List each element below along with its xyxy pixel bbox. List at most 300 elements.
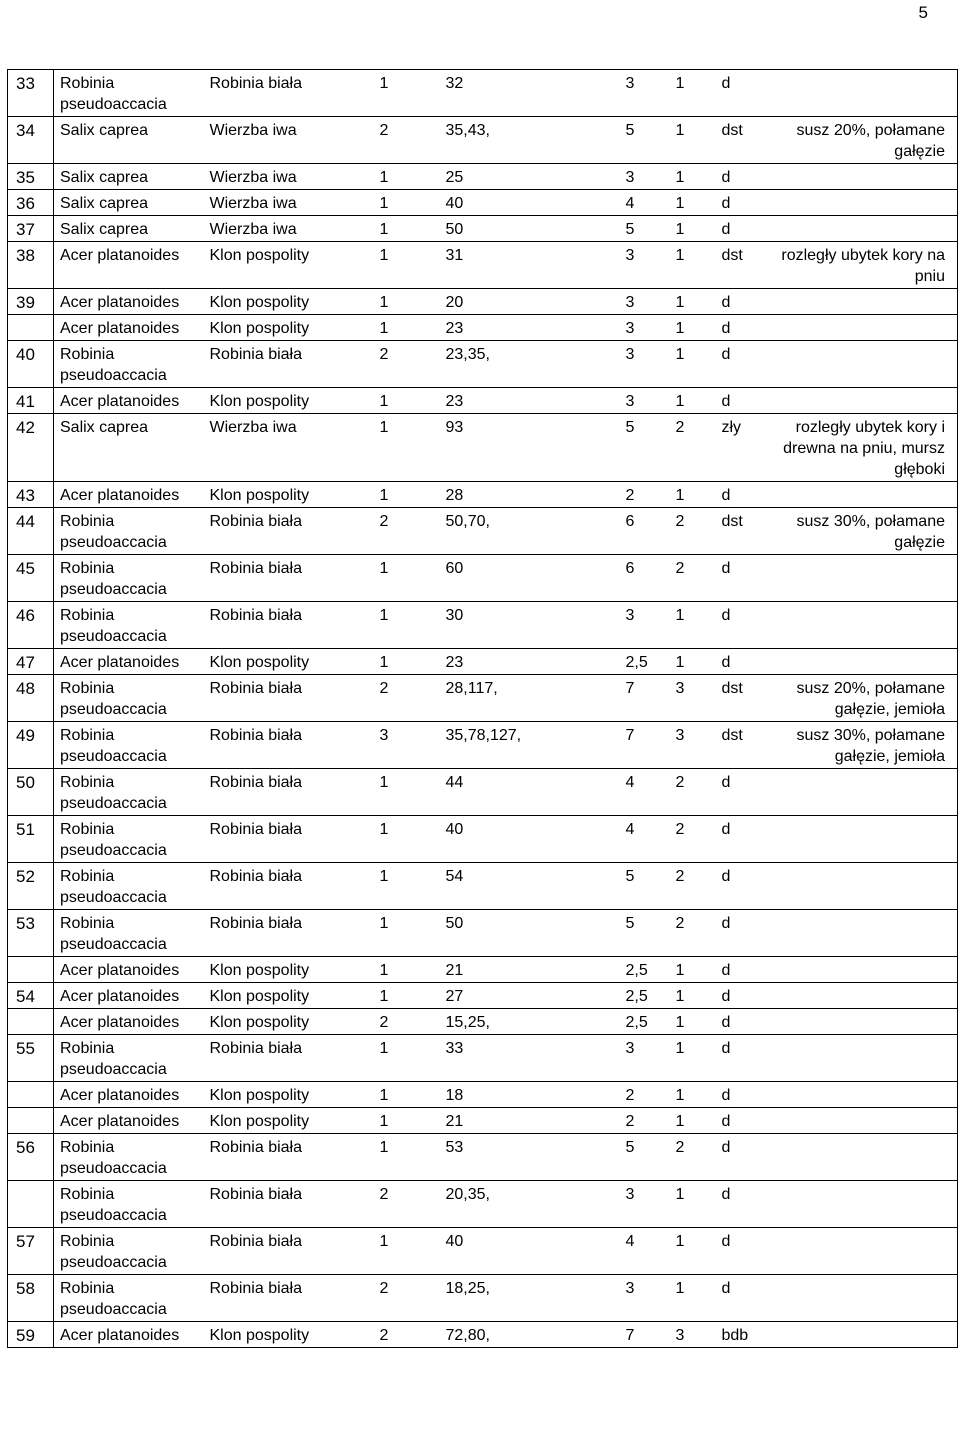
remarks [773, 341, 958, 388]
tree-number: 59 [8, 1322, 54, 1348]
polish-name: Robinia biała [204, 722, 374, 769]
crown-value: 1 [670, 70, 716, 117]
crown-value: 2 [670, 769, 716, 816]
stem-count: 1 [374, 388, 440, 414]
remarks [773, 602, 958, 649]
height-value: 2 [620, 1108, 670, 1134]
table-row [8, 70, 958, 117]
table-row [8, 190, 958, 216]
trunk-circumference: 21 [440, 957, 620, 983]
tree-number [8, 1009, 54, 1035]
latin-name: Robinia pseudoaccacia [54, 1275, 204, 1322]
crown-value: 1 [670, 983, 716, 1009]
table-row [8, 1134, 958, 1181]
height-value: 3 [620, 315, 670, 341]
table-row [8, 242, 958, 289]
health-state: d [716, 164, 773, 190]
height-value: 3 [620, 341, 670, 388]
stem-count: 1 [374, 555, 440, 602]
height-value: 3 [620, 242, 670, 289]
health-state: d [716, 388, 773, 414]
trunk-circumference: 40 [440, 190, 620, 216]
latin-name: Acer platanoides [54, 649, 204, 675]
health-state: d [716, 1275, 773, 1322]
polish-name: Klon pospolity [204, 388, 374, 414]
trunk-circumference: 28 [440, 482, 620, 508]
health-state: d [716, 957, 773, 983]
tree-number: 55 [8, 1035, 54, 1082]
stem-count: 2 [374, 1275, 440, 1322]
remarks: rozległy ubytek kory i drewna na pniu, mursz głęboki [773, 414, 958, 482]
remarks: susz 30%, połamane gałęzie, jemioła [773, 722, 958, 769]
trunk-circumference: 40 [440, 816, 620, 863]
tree-number: 56 [8, 1134, 54, 1181]
remarks [773, 1228, 958, 1275]
height-value: 3 [620, 70, 670, 117]
tree-number [8, 1181, 54, 1228]
trunk-circumference: 35,78,127, [440, 722, 620, 769]
tree-number [8, 1082, 54, 1108]
tree-number [8, 957, 54, 983]
remarks [773, 164, 958, 190]
trunk-circumference: 23 [440, 388, 620, 414]
table-row [8, 117, 958, 164]
height-value: 4 [620, 769, 670, 816]
stem-count: 1 [374, 482, 440, 508]
height-value: 5 [620, 910, 670, 957]
table-row [8, 388, 958, 414]
height-value: 5 [620, 414, 670, 482]
trunk-circumference: 18 [440, 1082, 620, 1108]
crown-value: 1 [670, 649, 716, 675]
table-row [8, 1181, 958, 1228]
health-state: d [716, 983, 773, 1009]
height-value: 6 [620, 508, 670, 555]
latin-name: Robinia pseudoaccacia [54, 816, 204, 863]
trunk-circumference: 33 [440, 1035, 620, 1082]
remarks [773, 1322, 958, 1348]
trunk-circumference: 31 [440, 242, 620, 289]
crown-value: 1 [670, 1082, 716, 1108]
polish-name: Robinia biała [204, 341, 374, 388]
latin-name: Robinia pseudoaccacia [54, 675, 204, 722]
crown-value: 1 [670, 1275, 716, 1322]
tree-number: 51 [8, 816, 54, 863]
polish-name: Robinia biała [204, 769, 374, 816]
health-state: d [716, 216, 773, 242]
trunk-circumference: 21 [440, 1108, 620, 1134]
health-state: bdb [716, 1322, 773, 1348]
height-value: 4 [620, 190, 670, 216]
remarks [773, 1035, 958, 1082]
remarks [773, 388, 958, 414]
table-row [8, 1035, 958, 1082]
latin-name: Robinia pseudoaccacia [54, 1181, 204, 1228]
health-state: d [716, 602, 773, 649]
table-row [8, 816, 958, 863]
health-state: d [716, 769, 773, 816]
stem-count: 1 [374, 315, 440, 341]
polish-name: Robinia biała [204, 910, 374, 957]
height-value: 3 [620, 164, 670, 190]
latin-name: Robinia pseudoaccacia [54, 863, 204, 910]
stem-count: 1 [374, 1134, 440, 1181]
latin-name: Robinia pseudoaccacia [54, 1035, 204, 1082]
latin-name: Acer platanoides [54, 242, 204, 289]
trunk-circumference: 44 [440, 769, 620, 816]
polish-name: Klon pospolity [204, 242, 374, 289]
table-row [8, 957, 958, 983]
trunk-circumference: 40 [440, 1228, 620, 1275]
table-row [8, 1275, 958, 1322]
table-row [8, 508, 958, 555]
latin-name: Salix caprea [54, 216, 204, 242]
polish-name: Robinia biała [204, 1275, 374, 1322]
latin-name: Acer platanoides [54, 289, 204, 315]
latin-name: Acer platanoides [54, 1009, 204, 1035]
health-state: d [716, 910, 773, 957]
remarks [773, 1181, 958, 1228]
crown-value: 1 [670, 602, 716, 649]
stem-count: 2 [374, 508, 440, 555]
tree-number: 36 [8, 190, 54, 216]
stem-count: 1 [374, 769, 440, 816]
table-row [8, 1322, 958, 1348]
health-state: d [716, 70, 773, 117]
polish-name: Robinia biała [204, 508, 374, 555]
latin-name: Robinia pseudoaccacia [54, 555, 204, 602]
tree-number [8, 1108, 54, 1134]
health-state: d [716, 341, 773, 388]
table-row [8, 341, 958, 388]
polish-name: Robinia biała [204, 675, 374, 722]
health-state: d [716, 1035, 773, 1082]
height-value: 3 [620, 1181, 670, 1228]
polish-name: Robinia biała [204, 602, 374, 649]
stem-count: 1 [374, 983, 440, 1009]
height-value: 3 [620, 602, 670, 649]
table-row [8, 289, 958, 315]
latin-name: Salix caprea [54, 117, 204, 164]
polish-name: Robinia biała [204, 863, 374, 910]
height-value: 4 [620, 816, 670, 863]
stem-count: 1 [374, 957, 440, 983]
latin-name: Acer platanoides [54, 315, 204, 341]
stem-count: 1 [374, 1082, 440, 1108]
height-value: 7 [620, 722, 670, 769]
stem-count: 2 [374, 1181, 440, 1228]
remarks [773, 649, 958, 675]
polish-name: Klon pospolity [204, 289, 374, 315]
height-value: 5 [620, 863, 670, 910]
tree-number: 57 [8, 1228, 54, 1275]
polish-name: Robinia biała [204, 70, 374, 117]
tree-number: 52 [8, 863, 54, 910]
crown-value: 3 [670, 1322, 716, 1348]
remarks: susz 20%, połamane gałęzie, jemioła [773, 675, 958, 722]
trunk-circumference: 35,43, [440, 117, 620, 164]
latin-name: Acer platanoides [54, 388, 204, 414]
latin-name: Acer platanoides [54, 482, 204, 508]
table-row [8, 983, 958, 1009]
remarks: susz 30%, połamane gałęzie [773, 508, 958, 555]
health-state: dst [716, 722, 773, 769]
tree-number: 37 [8, 216, 54, 242]
health-state: dst [716, 117, 773, 164]
height-value: 3 [620, 289, 670, 315]
health-state: d [716, 190, 773, 216]
latin-name: Robinia pseudoaccacia [54, 769, 204, 816]
stem-count: 1 [374, 649, 440, 675]
stem-count: 2 [374, 117, 440, 164]
remarks [773, 70, 958, 117]
table-row [8, 675, 958, 722]
stem-count: 1 [374, 816, 440, 863]
remarks [773, 863, 958, 910]
health-state: d [716, 555, 773, 602]
tree-number: 34 [8, 117, 54, 164]
remarks [773, 1009, 958, 1035]
trunk-circumference: 20,35, [440, 1181, 620, 1228]
latin-name: Robinia pseudoaccacia [54, 508, 204, 555]
tree-inventory-table [7, 69, 958, 1348]
tree-number: 46 [8, 602, 54, 649]
health-state: dst [716, 242, 773, 289]
latin-name: Robinia pseudoaccacia [54, 70, 204, 117]
table-row [8, 315, 958, 341]
height-value: 7 [620, 1322, 670, 1348]
health-state: d [716, 1108, 773, 1134]
polish-name: Wierzba iwa [204, 164, 374, 190]
tree-number: 54 [8, 983, 54, 1009]
polish-name: Robinia biała [204, 1181, 374, 1228]
health-state: d [716, 1228, 773, 1275]
stem-count: 2 [374, 341, 440, 388]
remarks [773, 315, 958, 341]
latin-name: Acer platanoides [54, 983, 204, 1009]
latin-name: Robinia pseudoaccacia [54, 722, 204, 769]
crown-value: 1 [670, 242, 716, 289]
crown-value: 1 [670, 388, 716, 414]
height-value: 2,5 [620, 957, 670, 983]
polish-name: Wierzba iwa [204, 216, 374, 242]
stem-count: 1 [374, 216, 440, 242]
crown-value: 1 [670, 117, 716, 164]
stem-count: 1 [374, 70, 440, 117]
health-state: dst [716, 675, 773, 722]
crown-value: 2 [670, 508, 716, 555]
height-value: 3 [620, 1035, 670, 1082]
remarks: rozległy ubytek kory na pniu [773, 242, 958, 289]
remarks [773, 983, 958, 1009]
crown-value: 1 [670, 289, 716, 315]
polish-name: Robinia biała [204, 816, 374, 863]
stem-count: 1 [374, 1108, 440, 1134]
crown-value: 1 [670, 482, 716, 508]
trunk-circumference: 15,25, [440, 1009, 620, 1035]
crown-value: 2 [670, 910, 716, 957]
table-row [8, 414, 958, 482]
health-state: d [716, 482, 773, 508]
latin-name: Robinia pseudoaccacia [54, 910, 204, 957]
polish-name: Robinia biała [204, 1228, 374, 1275]
stem-count: 3 [374, 722, 440, 769]
table-row [8, 1009, 958, 1035]
table-row [8, 722, 958, 769]
tree-number: 40 [8, 341, 54, 388]
table-row [8, 769, 958, 816]
trunk-circumference: 23 [440, 315, 620, 341]
latin-name: Salix caprea [54, 190, 204, 216]
height-value: 5 [620, 117, 670, 164]
trunk-circumference: 25 [440, 164, 620, 190]
latin-name: Acer platanoides [54, 1082, 204, 1108]
trunk-circumference: 54 [440, 863, 620, 910]
latin-name: Acer platanoides [54, 957, 204, 983]
health-state: d [716, 1009, 773, 1035]
remarks [773, 1108, 958, 1134]
remarks [773, 190, 958, 216]
trunk-circumference: 23,35, [440, 341, 620, 388]
tree-number: 43 [8, 482, 54, 508]
trunk-circumference: 60 [440, 555, 620, 602]
latin-name: Acer platanoides [54, 1108, 204, 1134]
crown-value: 2 [670, 1134, 716, 1181]
polish-name: Wierzba iwa [204, 414, 374, 482]
stem-count: 1 [374, 910, 440, 957]
height-value: 5 [620, 216, 670, 242]
remarks [773, 1134, 958, 1181]
remarks [773, 482, 958, 508]
polish-name: Klon pospolity [204, 1082, 374, 1108]
trunk-circumference: 30 [440, 602, 620, 649]
stem-count: 1 [374, 242, 440, 289]
health-state: d [716, 1181, 773, 1228]
remarks [773, 555, 958, 602]
health-state: d [716, 315, 773, 341]
crown-value: 1 [670, 1035, 716, 1082]
stem-count: 2 [374, 1009, 440, 1035]
polish-name: Klon pospolity [204, 315, 374, 341]
trunk-circumference: 27 [440, 983, 620, 1009]
health-state: d [716, 1134, 773, 1181]
latin-name: Acer platanoides [54, 1322, 204, 1348]
tree-number: 49 [8, 722, 54, 769]
crown-value: 1 [670, 1009, 716, 1035]
trunk-circumference: 50 [440, 910, 620, 957]
trunk-circumference: 72,80, [440, 1322, 620, 1348]
table-row [8, 910, 958, 957]
health-state: d [716, 816, 773, 863]
remarks [773, 910, 958, 957]
crown-value: 1 [670, 1181, 716, 1228]
latin-name: Salix caprea [54, 164, 204, 190]
table-row [8, 1108, 958, 1134]
stem-count: 1 [374, 863, 440, 910]
crown-value: 1 [670, 315, 716, 341]
height-value: 6 [620, 555, 670, 602]
tree-number: 44 [8, 508, 54, 555]
polish-name: Klon pospolity [204, 983, 374, 1009]
polish-name: Klon pospolity [204, 1108, 374, 1134]
remarks [773, 1082, 958, 1108]
height-value: 7 [620, 675, 670, 722]
polish-name: Robinia biała [204, 1035, 374, 1082]
crown-value: 2 [670, 863, 716, 910]
latin-name: Salix caprea [54, 414, 204, 482]
remarks [773, 816, 958, 863]
remarks [773, 957, 958, 983]
polish-name: Wierzba iwa [204, 117, 374, 164]
latin-name: Robinia pseudoaccacia [54, 341, 204, 388]
latin-name: Robinia pseudoaccacia [54, 1228, 204, 1275]
health-state: dst [716, 508, 773, 555]
stem-count: 1 [374, 414, 440, 482]
tree-number: 39 [8, 289, 54, 315]
height-value: 4 [620, 1228, 670, 1275]
polish-name: Wierzba iwa [204, 190, 374, 216]
stem-count: 1 [374, 1035, 440, 1082]
trunk-circumference: 50 [440, 216, 620, 242]
crown-value: 1 [670, 341, 716, 388]
tree-number: 38 [8, 242, 54, 289]
table-row [8, 863, 958, 910]
height-value: 2,5 [620, 1009, 670, 1035]
latin-name: Robinia pseudoaccacia [54, 602, 204, 649]
stem-count: 1 [374, 164, 440, 190]
trunk-circumference: 32 [440, 70, 620, 117]
crown-value: 3 [670, 675, 716, 722]
height-value: 3 [620, 388, 670, 414]
height-value: 2,5 [620, 983, 670, 1009]
page-number: 5 [918, 3, 928, 22]
table-row [8, 602, 958, 649]
crown-value: 1 [670, 1108, 716, 1134]
tree-number: 41 [8, 388, 54, 414]
polish-name: Klon pospolity [204, 1322, 374, 1348]
tree-number: 47 [8, 649, 54, 675]
remarks [773, 216, 958, 242]
crown-value: 2 [670, 414, 716, 482]
table-row [8, 1228, 958, 1275]
trunk-circumference: 50,70, [440, 508, 620, 555]
tree-number: 33 [8, 70, 54, 117]
health-state: zły [716, 414, 773, 482]
remarks [773, 1275, 958, 1322]
tree-number: 48 [8, 675, 54, 722]
polish-name: Robinia biała [204, 555, 374, 602]
health-state: d [716, 289, 773, 315]
crown-value: 1 [670, 190, 716, 216]
trunk-circumference: 20 [440, 289, 620, 315]
height-value: 3 [620, 1275, 670, 1322]
table-row [8, 216, 958, 242]
trunk-circumference: 23 [440, 649, 620, 675]
stem-count: 2 [374, 1322, 440, 1348]
polish-name: Robinia biała [204, 1134, 374, 1181]
crown-value: 3 [670, 722, 716, 769]
remarks [773, 769, 958, 816]
stem-count: 2 [374, 675, 440, 722]
tree-number: 53 [8, 910, 54, 957]
tree-number [8, 315, 54, 341]
tree-number: 42 [8, 414, 54, 482]
height-value: 5 [620, 1134, 670, 1181]
remarks [773, 289, 958, 315]
trunk-circumference: 93 [440, 414, 620, 482]
trunk-circumference: 53 [440, 1134, 620, 1181]
remarks: susz 20%, połamane gałęzie [773, 117, 958, 164]
